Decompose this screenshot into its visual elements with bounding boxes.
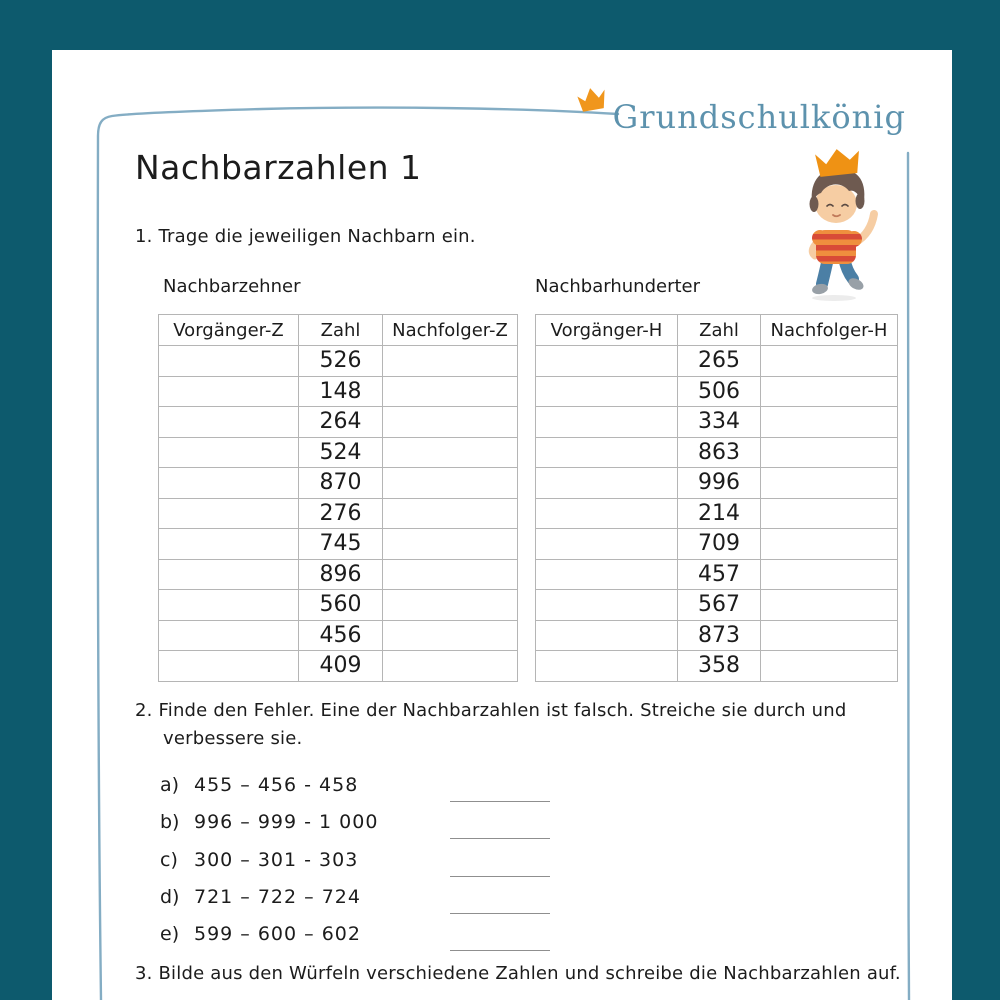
header-cell: Zahl (678, 315, 761, 346)
table-row (536, 468, 898, 499)
item-label: a) (160, 774, 180, 796)
table-row (159, 529, 518, 560)
blank-cell (383, 346, 518, 377)
number-cell: 409 (299, 651, 383, 682)
blank-cell (383, 407, 518, 438)
header-cell: Vorgänger-H (536, 315, 678, 346)
number-cell: 896 (299, 559, 383, 590)
table-row (159, 407, 518, 438)
blank-cell (536, 529, 678, 560)
task1-instruction: 1. Trage die jeweiligen Nachbarn ein. (135, 226, 476, 247)
blank-cell (761, 468, 898, 499)
number-cell: 745 (299, 529, 383, 560)
header-cell: Vorgänger-Z (159, 315, 299, 346)
blank-cell (536, 559, 678, 590)
number-cell: 265 (678, 346, 761, 377)
item-label: d) (160, 886, 180, 908)
logo-crown-icon (573, 83, 611, 115)
blank-cell (159, 498, 299, 529)
blank-cell (761, 376, 898, 407)
blank-cell (383, 620, 518, 651)
blank-cell (761, 651, 898, 682)
item-label: e) (160, 923, 180, 945)
table-row (536, 346, 898, 377)
task2-item-a (160, 774, 760, 806)
table-row (159, 437, 518, 468)
number-cell: 358 (678, 651, 761, 682)
blank-cell (383, 590, 518, 621)
item-sequence: 599 – 600 – 602 (194, 923, 361, 945)
blank-cell (536, 437, 678, 468)
number-cell: 214 (678, 498, 761, 529)
number-cell: 873 (678, 620, 761, 651)
blank-cell (536, 651, 678, 682)
blank-cell (159, 559, 299, 590)
blank-cell (383, 651, 518, 682)
number-cell: 334 (678, 407, 761, 438)
answer-line (450, 876, 550, 877)
answer-line (450, 801, 550, 802)
table-row (536, 529, 898, 560)
blank-cell (761, 529, 898, 560)
number-cell: 457 (678, 559, 761, 590)
table-row (536, 407, 898, 438)
blank-cell (761, 346, 898, 377)
blank-cell (159, 346, 299, 377)
blank-cell (536, 620, 678, 651)
table-row (159, 620, 518, 651)
number-cell: 560 (299, 590, 383, 621)
blank-cell (383, 437, 518, 468)
blank-cell (159, 529, 299, 560)
table-row (536, 620, 898, 651)
item-sequence: 996 – 999 - 1 000 (194, 811, 379, 833)
table-row (159, 498, 518, 529)
blank-cell (536, 498, 678, 529)
blank-cell (761, 559, 898, 590)
header-cell: Nachfolger-H (761, 315, 898, 346)
table-header-row (159, 315, 518, 346)
blank-cell (761, 407, 898, 438)
blank-cell (159, 651, 299, 682)
blank-cell (761, 498, 898, 529)
table-row (536, 651, 898, 682)
blank-cell (536, 346, 678, 377)
table-row (536, 559, 898, 590)
answer-line (450, 950, 550, 951)
table-row (159, 468, 518, 499)
table-row (536, 590, 898, 621)
task2-item-e (160, 923, 760, 955)
header-cell: Nachfolger-Z (383, 315, 518, 346)
blank-cell (536, 376, 678, 407)
number-cell: 276 (299, 498, 383, 529)
number-cell: 148 (299, 376, 383, 407)
blank-cell (159, 376, 299, 407)
item-sequence: 455 – 456 - 458 (194, 774, 359, 796)
table-row (536, 376, 898, 407)
blank-cell (761, 620, 898, 651)
blank-cell (159, 437, 299, 468)
item-sequence: 300 – 301 - 303 (194, 849, 359, 871)
logo-text: Grundschulkönig (612, 98, 906, 136)
table-row (159, 346, 518, 377)
blank-cell (536, 468, 678, 499)
task2-item-d (160, 886, 760, 918)
number-cell: 870 (299, 468, 383, 499)
blank-cell (159, 590, 299, 621)
blank-cell (383, 498, 518, 529)
item-sequence: 721 – 722 – 724 (194, 886, 361, 908)
number-cell: 709 (678, 529, 761, 560)
table-nachbarhunderter (535, 314, 898, 682)
blank-cell (383, 529, 518, 560)
table-caption-nachbarzehner: Nachbarzehner (163, 276, 301, 297)
blank-cell (159, 407, 299, 438)
page-title: Nachbarzahlen 1 (135, 148, 422, 187)
boy-king-illustration (786, 146, 888, 304)
blank-cell (159, 468, 299, 499)
blank-cell (383, 376, 518, 407)
blank-cell (536, 590, 678, 621)
number-cell: 264 (299, 407, 383, 438)
answer-line (450, 913, 550, 914)
table-nachbarzehner (158, 314, 518, 682)
blank-cell (536, 407, 678, 438)
number-cell: 996 (678, 468, 761, 499)
task2-instruction-line1: 2. Finde den Fehler. Eine der Nachbarzahlen ist falsch. Streiche sie durch und (135, 700, 847, 721)
answer-line (450, 838, 550, 839)
blank-cell (159, 620, 299, 651)
number-cell: 567 (678, 590, 761, 621)
task3-instruction: 3. Bilde aus den Würfeln verschiedene Zahlen und schreibe die Nachbarzahlen auf. (135, 963, 901, 984)
task2-item-b (160, 811, 760, 843)
blank-cell (383, 468, 518, 499)
number-cell: 506 (678, 376, 761, 407)
table-row (159, 590, 518, 621)
table-row (536, 437, 898, 468)
blank-cell (383, 559, 518, 590)
task2-instruction-line2: verbessere sie. (163, 728, 303, 749)
table-row (536, 498, 898, 529)
number-cell: 524 (299, 437, 383, 468)
table-caption-nachbarhunderter: Nachbarhunderter (535, 276, 700, 297)
item-label: b) (160, 811, 180, 833)
worksheet-page (52, 50, 952, 1000)
number-cell: 456 (299, 620, 383, 651)
header-cell: Zahl (299, 315, 383, 346)
table-row (159, 559, 518, 590)
table-row (159, 376, 518, 407)
number-cell: 863 (678, 437, 761, 468)
number-cell: 526 (299, 346, 383, 377)
table-row (159, 651, 518, 682)
table-header-row (536, 315, 898, 346)
blank-cell (761, 590, 898, 621)
task2-item-c (160, 849, 760, 881)
blank-cell (761, 437, 898, 468)
item-label: c) (160, 849, 178, 871)
